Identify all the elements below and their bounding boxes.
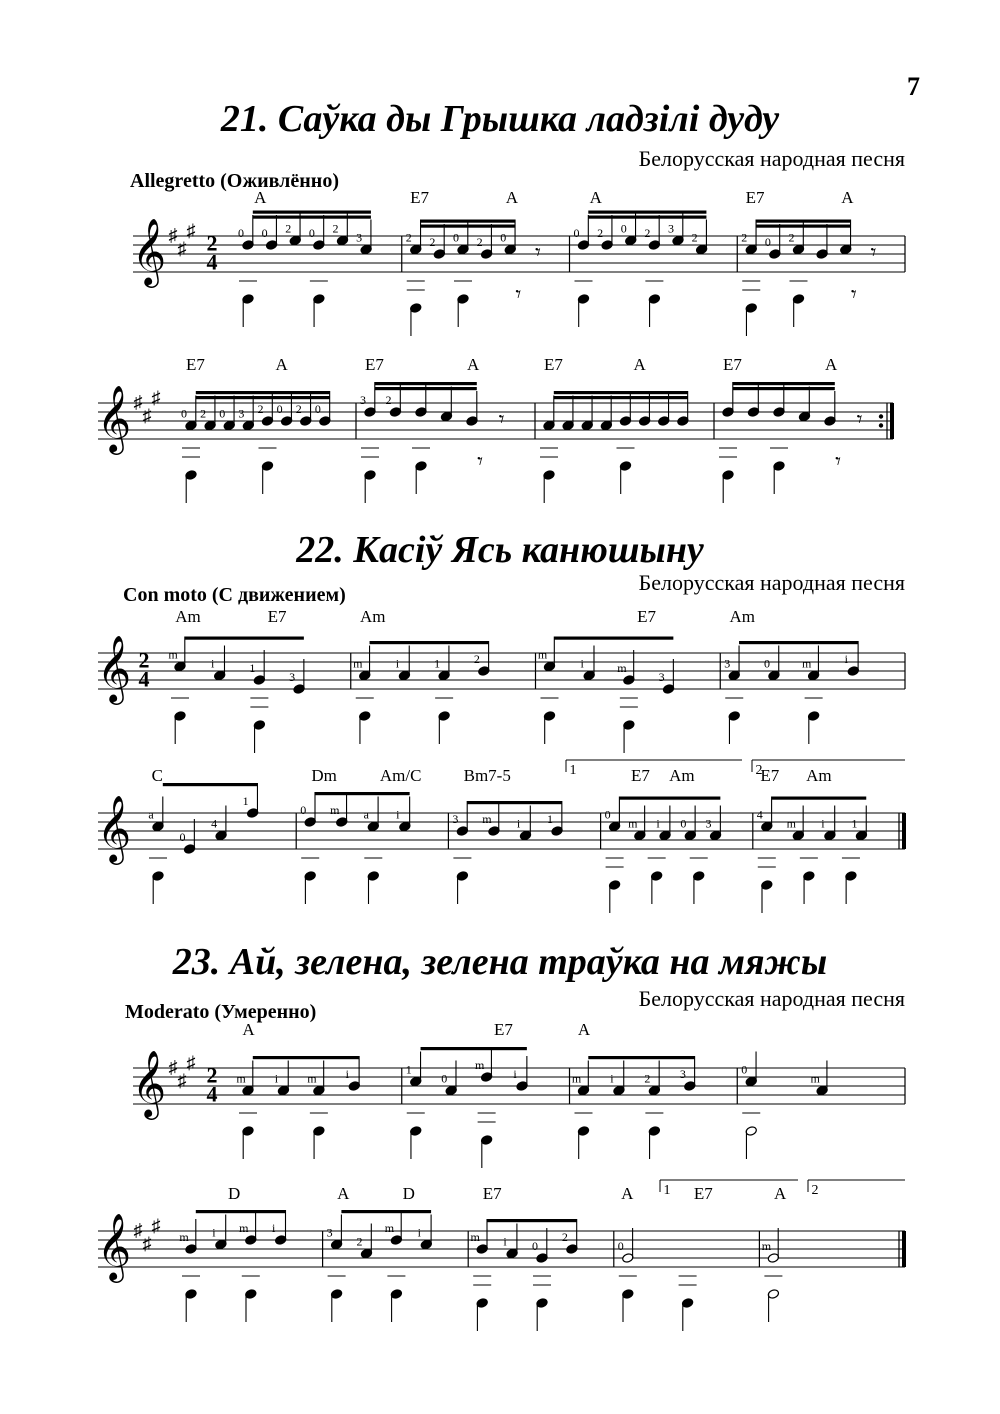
fingering-label: i: [656, 816, 660, 831]
fingering-label: i: [844, 652, 848, 666]
beam: [588, 1056, 694, 1059]
chord-symbol: A: [254, 188, 267, 207]
fingering-label: 0: [680, 816, 687, 831]
fingering-label: 3: [289, 670, 296, 684]
beam: [739, 641, 858, 644]
sharp-icon: ♯: [151, 1215, 161, 1236]
fingering-label: m: [617, 661, 627, 675]
chord-symbol: A: [275, 355, 288, 374]
volta-number: 2: [755, 763, 763, 778]
fingering-label: 3: [356, 230, 363, 245]
barline-thick: [902, 813, 906, 849]
chord-symbol: E7: [410, 188, 430, 207]
fingering-label: 2: [332, 221, 339, 236]
fingering-label: 0: [741, 1062, 748, 1077]
chord-symbol: A: [621, 1184, 634, 1203]
beam: [253, 1056, 359, 1059]
beam: [756, 220, 851, 223]
beam: [163, 783, 258, 786]
fingering-label: i: [272, 1221, 276, 1235]
song-subtitle-21: Белорусская народная песня: [638, 146, 905, 171]
tempo-marking-21: Allegretto (Оживлённо): [130, 170, 339, 192]
beam: [421, 220, 516, 223]
fingering-label: m: [330, 803, 340, 817]
page-number: 7: [907, 72, 920, 101]
fingering-label: i: [503, 1234, 507, 1249]
fingering-label: 2: [788, 230, 795, 245]
fingering-label: 0: [179, 830, 186, 844]
fingering-label: m: [786, 816, 797, 831]
beam: [375, 387, 477, 390]
time-signature-bottom: 4: [206, 1081, 218, 1107]
eighth-rest-icon: 𝄾: [534, 239, 541, 265]
eighth-rest-icon: 𝄾: [856, 406, 863, 432]
fingering-label: i: [211, 656, 215, 671]
treble-clef-icon: 𝄞: [96, 386, 132, 452]
chord-symbol: Bm7-5: [463, 766, 511, 785]
chord-symbol: Am: [729, 607, 755, 626]
eighth-rest-icon: 𝄾: [515, 281, 522, 307]
beam: [619, 797, 720, 800]
fingering-label: 1: [851, 816, 858, 831]
eighth-rest-icon: 𝄾: [835, 448, 841, 474]
time-signature-top: 2: [206, 1062, 218, 1088]
chord-symbol: A: [337, 1184, 350, 1203]
fingering-label: 2: [429, 235, 436, 249]
volta-number: 1: [663, 1183, 671, 1198]
song-title-23: 23. Ай, зелена, зелена траўка на мяжы: [172, 941, 828, 983]
fingering-label: 3: [452, 812, 459, 826]
fingering-label: i: [274, 1071, 279, 1086]
fingering-label: 1: [242, 794, 249, 808]
fingering-label: m: [628, 816, 638, 831]
fingering-label: m: [168, 647, 178, 662]
eighth-rest-icon: 𝄾: [498, 406, 505, 432]
fingering-label: 2: [644, 1071, 651, 1086]
fingering-label: 2: [285, 221, 292, 236]
fingering-label: m: [236, 1071, 246, 1086]
eighth-rest-icon: 𝄾: [870, 239, 877, 265]
volta-number: 1: [569, 763, 577, 778]
song-subtitle-22: Белорусская народная песня: [638, 570, 905, 595]
chord-symbol: E7: [267, 607, 287, 626]
volta-number: 2: [811, 1183, 819, 1198]
chord-symbol: Am: [806, 766, 832, 785]
fingering-label: 2: [356, 1234, 363, 1249]
fingering-label: 0: [573, 226, 580, 240]
fingering-label: 2: [597, 226, 604, 240]
song-subtitle-23: Белорусская народная песня: [638, 986, 905, 1011]
chord-symbol: A: [773, 1184, 787, 1203]
fingering-label: m: [761, 1239, 772, 1253]
fingering-label: i: [345, 1067, 349, 1081]
chord-symbol: Am: [669, 766, 695, 785]
chord-symbol: E7: [494, 1020, 513, 1039]
fingering-label: 2: [476, 235, 483, 249]
time-signature-top: 2: [206, 230, 218, 256]
beam: [185, 637, 304, 640]
fingering-label: 0: [261, 226, 268, 240]
fingering-label: 4: [211, 816, 218, 831]
fingering-label: 0: [500, 230, 507, 245]
beam: [554, 396, 688, 399]
fingering-label: 1: [434, 656, 441, 671]
beam: [370, 641, 489, 644]
fingering-label: 0: [617, 1239, 624, 1253]
chord-symbol: C: [151, 766, 163, 785]
barline-thick: [890, 403, 894, 439]
beam: [375, 382, 477, 385]
beam: [588, 216, 706, 219]
eighth-rest-icon: 𝄾: [850, 281, 857, 307]
fingering-label: i: [395, 656, 400, 671]
fingering-label: 4: [756, 807, 763, 822]
beam: [467, 801, 562, 804]
beam: [554, 637, 673, 640]
sharp-icon: ♯: [168, 225, 178, 245]
fingering-label: 0: [620, 221, 627, 236]
fingering-label: 0: [763, 656, 770, 671]
chord-symbol: E7: [722, 355, 742, 374]
fingering-label: 0: [441, 1071, 448, 1086]
fingering-label: i: [212, 1225, 216, 1240]
fingering-label: 3: [679, 1067, 686, 1081]
fingering-label: 0: [238, 226, 244, 240]
fingering-label: m: [810, 1071, 820, 1086]
sharp-icon: ♯: [177, 1070, 187, 1091]
chord-symbol: E7: [637, 607, 657, 626]
fingering-label: 2: [473, 652, 480, 666]
fingering-label: 3: [658, 670, 665, 684]
fingering-label: a: [148, 807, 154, 822]
beam: [196, 391, 330, 394]
song-title-22: 22. Касіў Ясь канюшыну: [296, 529, 704, 571]
fingering-label: 0: [532, 1239, 538, 1253]
chord-symbol: A: [577, 1020, 591, 1039]
sharp-icon: ♯: [142, 405, 152, 426]
chord-symbol: E7: [482, 1184, 502, 1203]
beam: [253, 216, 371, 219]
fingering-label: 3: [724, 656, 731, 671]
time-signature-bottom: 4: [206, 249, 218, 275]
fingering-label: m: [307, 1071, 317, 1086]
treble-clef-icon: 𝄞: [96, 796, 132, 862]
fingering-label: 2: [691, 230, 698, 245]
fingering-label: m: [384, 1221, 395, 1235]
sharp-icon: ♯: [142, 1233, 152, 1254]
tempo-marking-22: Con moto (С движением): [123, 584, 346, 606]
chord-symbol: E7: [543, 355, 563, 374]
chord-symbol: E7: [364, 355, 384, 374]
chord-symbol: E7: [631, 766, 650, 785]
fingering-label: 2: [644, 226, 651, 240]
chord-symbol: D: [227, 1184, 241, 1203]
chord-symbol: A: [824, 355, 838, 374]
chord-symbol: A: [466, 355, 480, 374]
fingering-label: 0: [219, 406, 226, 421]
fingering-label: i: [821, 816, 825, 831]
treble-clef-icon: 𝄞: [96, 636, 132, 702]
treble-clef-icon: 𝄞: [131, 1051, 167, 1117]
beam: [196, 1210, 286, 1213]
chord-symbol: A: [505, 188, 519, 207]
beam: [588, 211, 706, 214]
chord-symbol: A: [841, 188, 854, 207]
song-title-21: 21. Саўка ды Грышка ладзілі дуду: [220, 98, 780, 140]
fingering-label: m: [537, 647, 548, 662]
chord-symbol: Am/C: [379, 766, 422, 785]
fingering-label: m: [179, 1230, 189, 1244]
fingering-label: 3: [360, 393, 366, 407]
barline-thick: [902, 1231, 906, 1267]
sharp-icon: ♯: [177, 238, 187, 259]
fingering-label: i: [610, 1071, 614, 1086]
chord-symbol: A: [589, 188, 602, 207]
fingering-label: 0: [308, 226, 315, 240]
fingering-label: m: [571, 1071, 582, 1086]
beam: [196, 396, 330, 399]
fingering-label: m: [239, 1221, 249, 1235]
chord-symbol: Dm: [311, 766, 337, 785]
fingering-label: 1: [405, 1062, 412, 1077]
sharp-icon: ♯: [186, 1052, 196, 1073]
time-signature-top: 2: [138, 647, 150, 673]
fingering-label: i: [513, 1067, 517, 1081]
sharp-icon: ♯: [168, 1057, 178, 1077]
treble-clef-icon: 𝄞: [131, 219, 167, 285]
beam: [421, 1047, 527, 1050]
tempo-marking-23: Moderato (Умеренно): [125, 1001, 317, 1023]
chord-symbol: E7: [185, 355, 205, 374]
staff: [98, 403, 893, 439]
fingering-label: 0: [276, 402, 283, 416]
chord-symbol: D: [402, 1184, 415, 1203]
fingering-label: i: [396, 807, 400, 822]
staff: [98, 653, 905, 692]
fingering-label: 0: [181, 406, 187, 421]
fingering-label: 2: [200, 406, 207, 421]
fingering-label: 2: [405, 230, 412, 245]
fingering-label: 2: [295, 402, 302, 416]
beam: [253, 211, 371, 214]
beam: [315, 792, 410, 795]
staff: [98, 813, 905, 849]
beam: [487, 1219, 577, 1222]
chord-symbol: A: [633, 355, 646, 374]
fingering-label: m: [801, 656, 812, 671]
chord-symbol: E7: [760, 766, 780, 785]
fingering-label: 3: [668, 221, 674, 236]
fingering-label: 3: [238, 406, 245, 421]
sharp-icon: ♯: [133, 1220, 143, 1240]
fingering-label: 0: [300, 803, 307, 817]
beam: [341, 1210, 431, 1213]
treble-clef-icon: 𝄞: [96, 1214, 132, 1280]
fingering-label: 3: [705, 816, 712, 831]
sharp-icon: ♯: [133, 392, 143, 412]
fingering-label: a: [363, 807, 369, 822]
fingering-label: i: [516, 816, 521, 831]
fingering-label: 2: [257, 402, 264, 416]
chord-symbol: E7: [693, 1184, 713, 1203]
chord-symbol: Am: [359, 607, 386, 626]
sharp-icon: ♯: [186, 220, 196, 241]
fingering-label: i: [417, 1225, 421, 1240]
repeat-dot: [879, 414, 883, 418]
fingering-label: 2: [561, 1230, 568, 1244]
eighth-rest-icon: 𝄾: [477, 448, 483, 474]
chord-symbol: E7: [745, 188, 765, 207]
beam: [772, 797, 867, 800]
fingering-label: 2: [741, 230, 748, 245]
fingering-label: 1: [249, 661, 256, 675]
fingering-label: 0: [453, 230, 459, 245]
beam: [733, 382, 835, 385]
chord-symbol: Am: [175, 607, 201, 626]
beam: [554, 391, 688, 394]
fingering-label: i: [580, 656, 584, 671]
fingering-label: m: [482, 812, 492, 826]
fingering-label: m: [474, 1058, 485, 1072]
fingering-label: 1: [547, 812, 554, 826]
beam: [756, 225, 851, 228]
fingering-label: m: [470, 1230, 480, 1244]
fingering-label: 0: [764, 235, 771, 249]
fingering-label: 0: [604, 807, 611, 822]
fingering-label: 2: [385, 393, 392, 407]
fingering-label: m: [353, 656, 363, 671]
chord-symbol: A: [242, 1020, 255, 1039]
time-signature-bottom: 4: [138, 666, 150, 692]
beam: [733, 387, 835, 390]
beam: [421, 225, 516, 228]
repeat-dot: [879, 423, 883, 427]
fingering-label: 0: [314, 402, 321, 416]
fingering-label: 3: [326, 1225, 333, 1240]
sharp-icon: ♯: [151, 387, 161, 408]
